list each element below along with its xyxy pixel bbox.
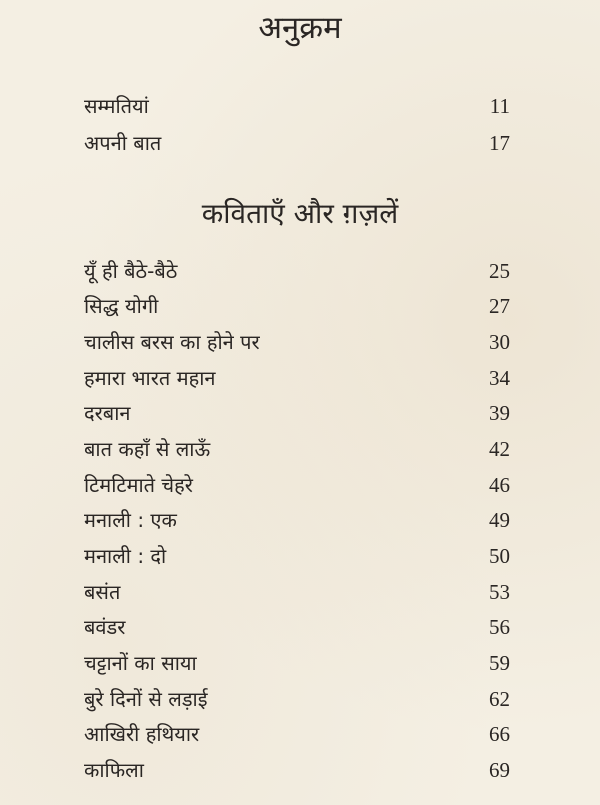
section-title: कविताएँ और ग़ज़लें	[201, 197, 399, 230]
toc-entry-page: 27	[489, 294, 510, 318]
toc-entry-title: आखिरी हथियार	[84, 722, 200, 746]
toc-entry-page: 50	[489, 544, 510, 568]
toc-entry	[84, 503, 510, 537]
toc-entry-title: चालीस बरस का होने पर	[84, 330, 260, 354]
toc-entry-title: चट्टानों का साया	[84, 651, 197, 675]
toc-entry	[84, 126, 510, 160]
toc-entry-page: 34	[489, 366, 510, 390]
toc-entry-page: 66	[489, 722, 510, 746]
toc-entry-title: सिद्ध योगी	[84, 294, 159, 318]
toc-entry	[84, 289, 510, 323]
toc-entry-page: 30	[489, 330, 510, 354]
toc-entry	[84, 89, 510, 123]
toc-entry	[84, 610, 510, 644]
toc-entry-title: बवंडर	[84, 615, 126, 639]
toc-entry	[84, 396, 510, 430]
toc-entry-title: बसंत	[84, 580, 121, 604]
toc-entry	[84, 753, 510, 787]
toc-entry	[84, 717, 510, 751]
toc-entry-title: यूँ ही बैठे-बैठे	[84, 259, 178, 283]
toc-entry-title: बुरे दिनों से लड़ाई	[84, 687, 208, 711]
toc-entry-page: 25	[489, 259, 510, 283]
toc-entry-title: हमारा भारत महान	[84, 366, 216, 390]
toc-entry-page: 39	[489, 401, 510, 425]
toc-entry	[84, 254, 510, 288]
toc-entry-page: 56	[489, 615, 510, 639]
toc-entry-page: 49	[489, 508, 510, 532]
toc-entry	[84, 432, 510, 466]
toc-entry-page: 46	[489, 473, 510, 497]
toc-entry-page: 53	[489, 580, 510, 604]
toc-entry-title: मनाली : एक	[84, 508, 177, 532]
toc-entry-page: 42	[489, 437, 510, 461]
toc-entry-page: 59	[489, 651, 510, 675]
toc-entry	[84, 468, 510, 502]
toc-entry-title: सम्मतियां	[84, 94, 149, 118]
page-title: अनुक्रम	[258, 10, 342, 46]
toc-entry	[84, 646, 510, 680]
toc-entry	[84, 575, 510, 609]
toc-entry-title: काफिला	[84, 758, 144, 782]
toc-entry	[84, 361, 510, 395]
toc-entry	[84, 539, 510, 573]
toc-entry-title: अपनी बात	[84, 131, 162, 155]
toc-entry-page: 11	[489, 94, 510, 118]
toc-entry-title: बात कहाँ से लाऊँ	[84, 437, 211, 461]
toc-entry-page: 17	[489, 131, 510, 155]
toc-entry	[84, 325, 510, 359]
toc-entry	[84, 682, 510, 716]
toc-entry-page: 69	[489, 758, 510, 782]
toc-entry-title: टिमटिमाते चेहरे	[84, 473, 193, 497]
toc-entry-page: 62	[489, 687, 510, 711]
toc-entry-title: मनाली : दो	[84, 544, 167, 568]
toc-entry-title: दरबान	[84, 401, 131, 425]
